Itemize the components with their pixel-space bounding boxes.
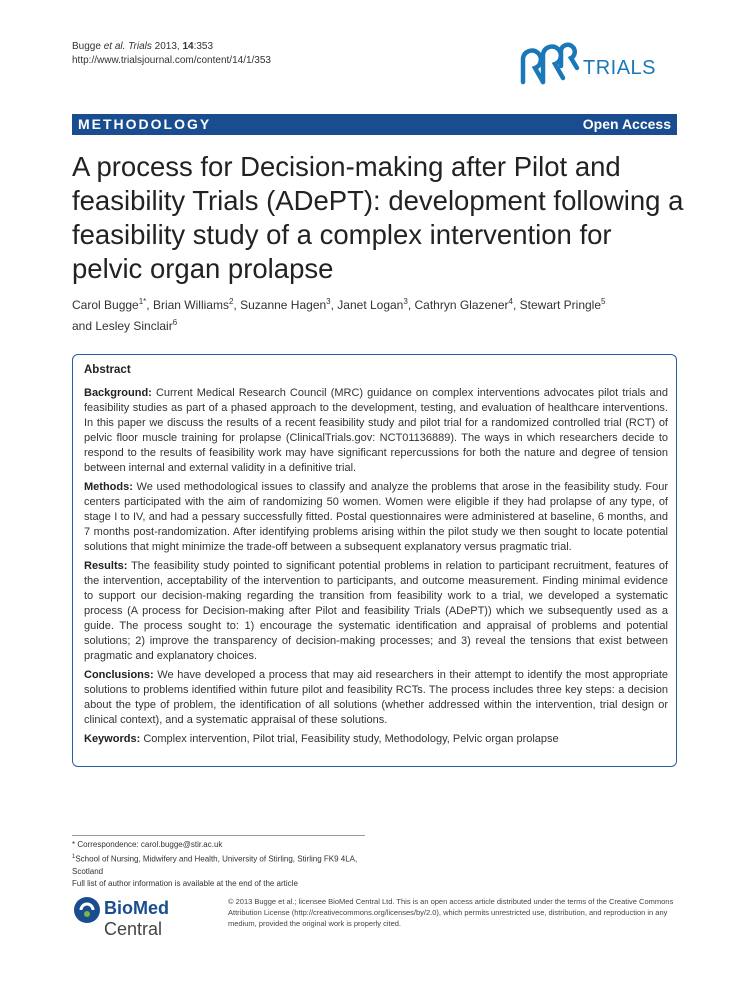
author-affiliation-sup: 6 bbox=[172, 318, 178, 327]
results-text: The feasibility study pointed to significant potential problems in relation to participant recruitment, features of the intervention, acceptability of the intervention to participants, and outcome measurement. Finding minimal evidence to support our decision-making regarding the transition from feasibility work to a trial, we developed a systematic process (A process for Decision-making after Pilot and feasibility Trials (ADePT)) which we subsequently used as a guide. The process sought to: 1) encourage the systematic identification and appraisal of problems and potential solutions; 2) improve the transparency of decision-making processes; and 3) reveal the tensions that exist between pragmatic and explanatory choices. bbox=[84, 560, 668, 662]
footnotes bbox=[72, 839, 382, 890]
biomed-central-logo bbox=[72, 892, 217, 939]
author-info-note: Full list of author information is available at the end of the article bbox=[72, 878, 298, 888]
abstract-conclusions bbox=[84, 668, 668, 728]
citation-journal: Trials bbox=[128, 41, 152, 52]
trials-logo bbox=[513, 40, 683, 90]
central-name: Central bbox=[104, 919, 163, 939]
author-name: Cathryn Glazener bbox=[414, 298, 509, 312]
author-affiliation-sup: 5 bbox=[601, 297, 606, 306]
section-label: METHODOLOGY bbox=[78, 116, 212, 132]
affiliation-sup: 1 bbox=[72, 854, 76, 860]
biomed-central-mark-icon bbox=[72, 895, 102, 925]
abstract-results bbox=[84, 559, 668, 664]
author-affiliation-sup: 4 bbox=[508, 297, 513, 306]
biomed-central-text bbox=[104, 898, 217, 940]
abstract-methods bbox=[84, 480, 668, 555]
results-label: Results: bbox=[84, 560, 128, 572]
author-name: Carol Bugge bbox=[72, 298, 139, 312]
author-name: Stewart Pringle bbox=[519, 298, 602, 312]
biomed-name: BioMed bbox=[104, 898, 169, 918]
background-label: Background: bbox=[84, 387, 152, 399]
citation-year: 2013, bbox=[154, 41, 180, 52]
conclusions-label: Conclusions: bbox=[84, 669, 154, 681]
citation-article: :353 bbox=[193, 41, 214, 52]
affiliation-text: School of Nursing, Midwifery and Health, University of Stirling, Stirling FK9 4LA, Scotland bbox=[72, 854, 358, 876]
footnote-divider bbox=[72, 835, 365, 836]
citation-line bbox=[72, 40, 271, 54]
section-banner bbox=[72, 114, 677, 135]
methods-label: Methods: bbox=[84, 481, 133, 493]
keywords-text: Complex intervention, Pilot trial, Feasibility study, Methodology, Pelvic organ prolapse bbox=[143, 733, 559, 745]
abstract-content bbox=[84, 363, 668, 751]
trials-logo-mark-icon bbox=[513, 40, 583, 90]
author-list: Carol Bugge$^{1*}$, Brian Williams$^2$, Suzanne Hagen$^3$, Janet Logan$^3$, Cathryn Glazener$^4$, Stewart Pringle$^5$ and Lesley Sinclair$^6$ bbox=[72, 297, 606, 333]
article-title: A process for Decision-making after Pilot and feasibility Trials (ADePT): development following a feasibility study of a complex intervention for pelvic organ prolapse bbox=[72, 151, 684, 284]
citation-volume: 14 bbox=[182, 41, 194, 52]
abstract-heading: Abstract bbox=[84, 364, 131, 376]
author-name: Janet Logan bbox=[337, 298, 404, 312]
keywords-label: Keywords: bbox=[84, 733, 141, 745]
citation-author: Bugge bbox=[72, 41, 101, 52]
abstract-background bbox=[84, 386, 668, 476]
license-text: © 2013 Bugge et al.; licensee BioMed Central Ltd. This is an open access article distributed under the terms of the Creative Commons Attribution License (http://creativecommons.org/licenses/by/2.0), which permits unrestricted use, distribution, and reproduction in any medium, provided the original work is properly cited. bbox=[228, 897, 674, 928]
citation-header bbox=[72, 40, 271, 68]
citation-etal: et al. bbox=[103, 41, 126, 52]
methods-text: We used methodological issues to classify and analyze the problems that arose in the feasibility study. Four centers participated with the aim of randomizing 50 women. Women were eligible if they had prolapse of any type, of stage I to IV, and had a pessary successfully fitted. Postal questionnaires were administered at baseline, 6 months, and 7 months post-randomization. After identifying problems arising within the pilot study we then sought to locate potential solutions that might minimize the trade-off between a subsequent explanatory versus pragmatic trial. bbox=[84, 481, 668, 553]
correspondence-note: * Correspondence: carol.bugge@stir.ac.uk bbox=[72, 840, 223, 849]
author-name: and Lesley Sinclair bbox=[72, 319, 173, 333]
affiliation-note bbox=[72, 851, 382, 878]
author-affiliation-sup: 3 bbox=[403, 297, 408, 306]
abstract-box bbox=[72, 354, 677, 767]
trials-logo-text: TRIALS bbox=[583, 57, 657, 79]
background-text: Current Medical Research Council (MRC) guidance on complex interventions advocates pilot trials and feasibility studies as part of a phased approach to the development, testing, and evaluation of healthcare interventions. In this paper we discuss the results of a recent feasibility study and pilot trial for a randomized controlled trial (RCT) of pelvic floor muscle training for prolapse (ClinicalTrials.gov: NCT01136889). The ways in which researchers decide to respond to the results of feasibility work may have significant repercussions for both the nature and degree of tension between internal and external validity in a definitive trial. bbox=[84, 387, 668, 474]
author-name: Brian Williams bbox=[152, 298, 229, 312]
author-name: Suzanne Hagen bbox=[240, 298, 327, 312]
author-affiliation-sup: 1* bbox=[138, 297, 147, 306]
author-affiliation-sup: 3 bbox=[326, 297, 331, 306]
citation-url[interactable]: http://www.trialsjournal.com/content/14/1/353 bbox=[72, 55, 271, 66]
author-affiliation-sup: 2 bbox=[228, 297, 234, 306]
abstract-keywords bbox=[84, 732, 668, 747]
conclusions-text: We have developed a process that may aid researchers in their attempt to identify the most appropriate solutions to problems identified within future pilot and feasibility RCTs. The process includes three key steps: a decision about the type of problem, the identification of all solutions (whether addressed within the intervention, trial design or clinical context), and a systematic appraisal of these solutions. bbox=[84, 669, 668, 726]
open-access-label: Open Access bbox=[582, 116, 671, 132]
